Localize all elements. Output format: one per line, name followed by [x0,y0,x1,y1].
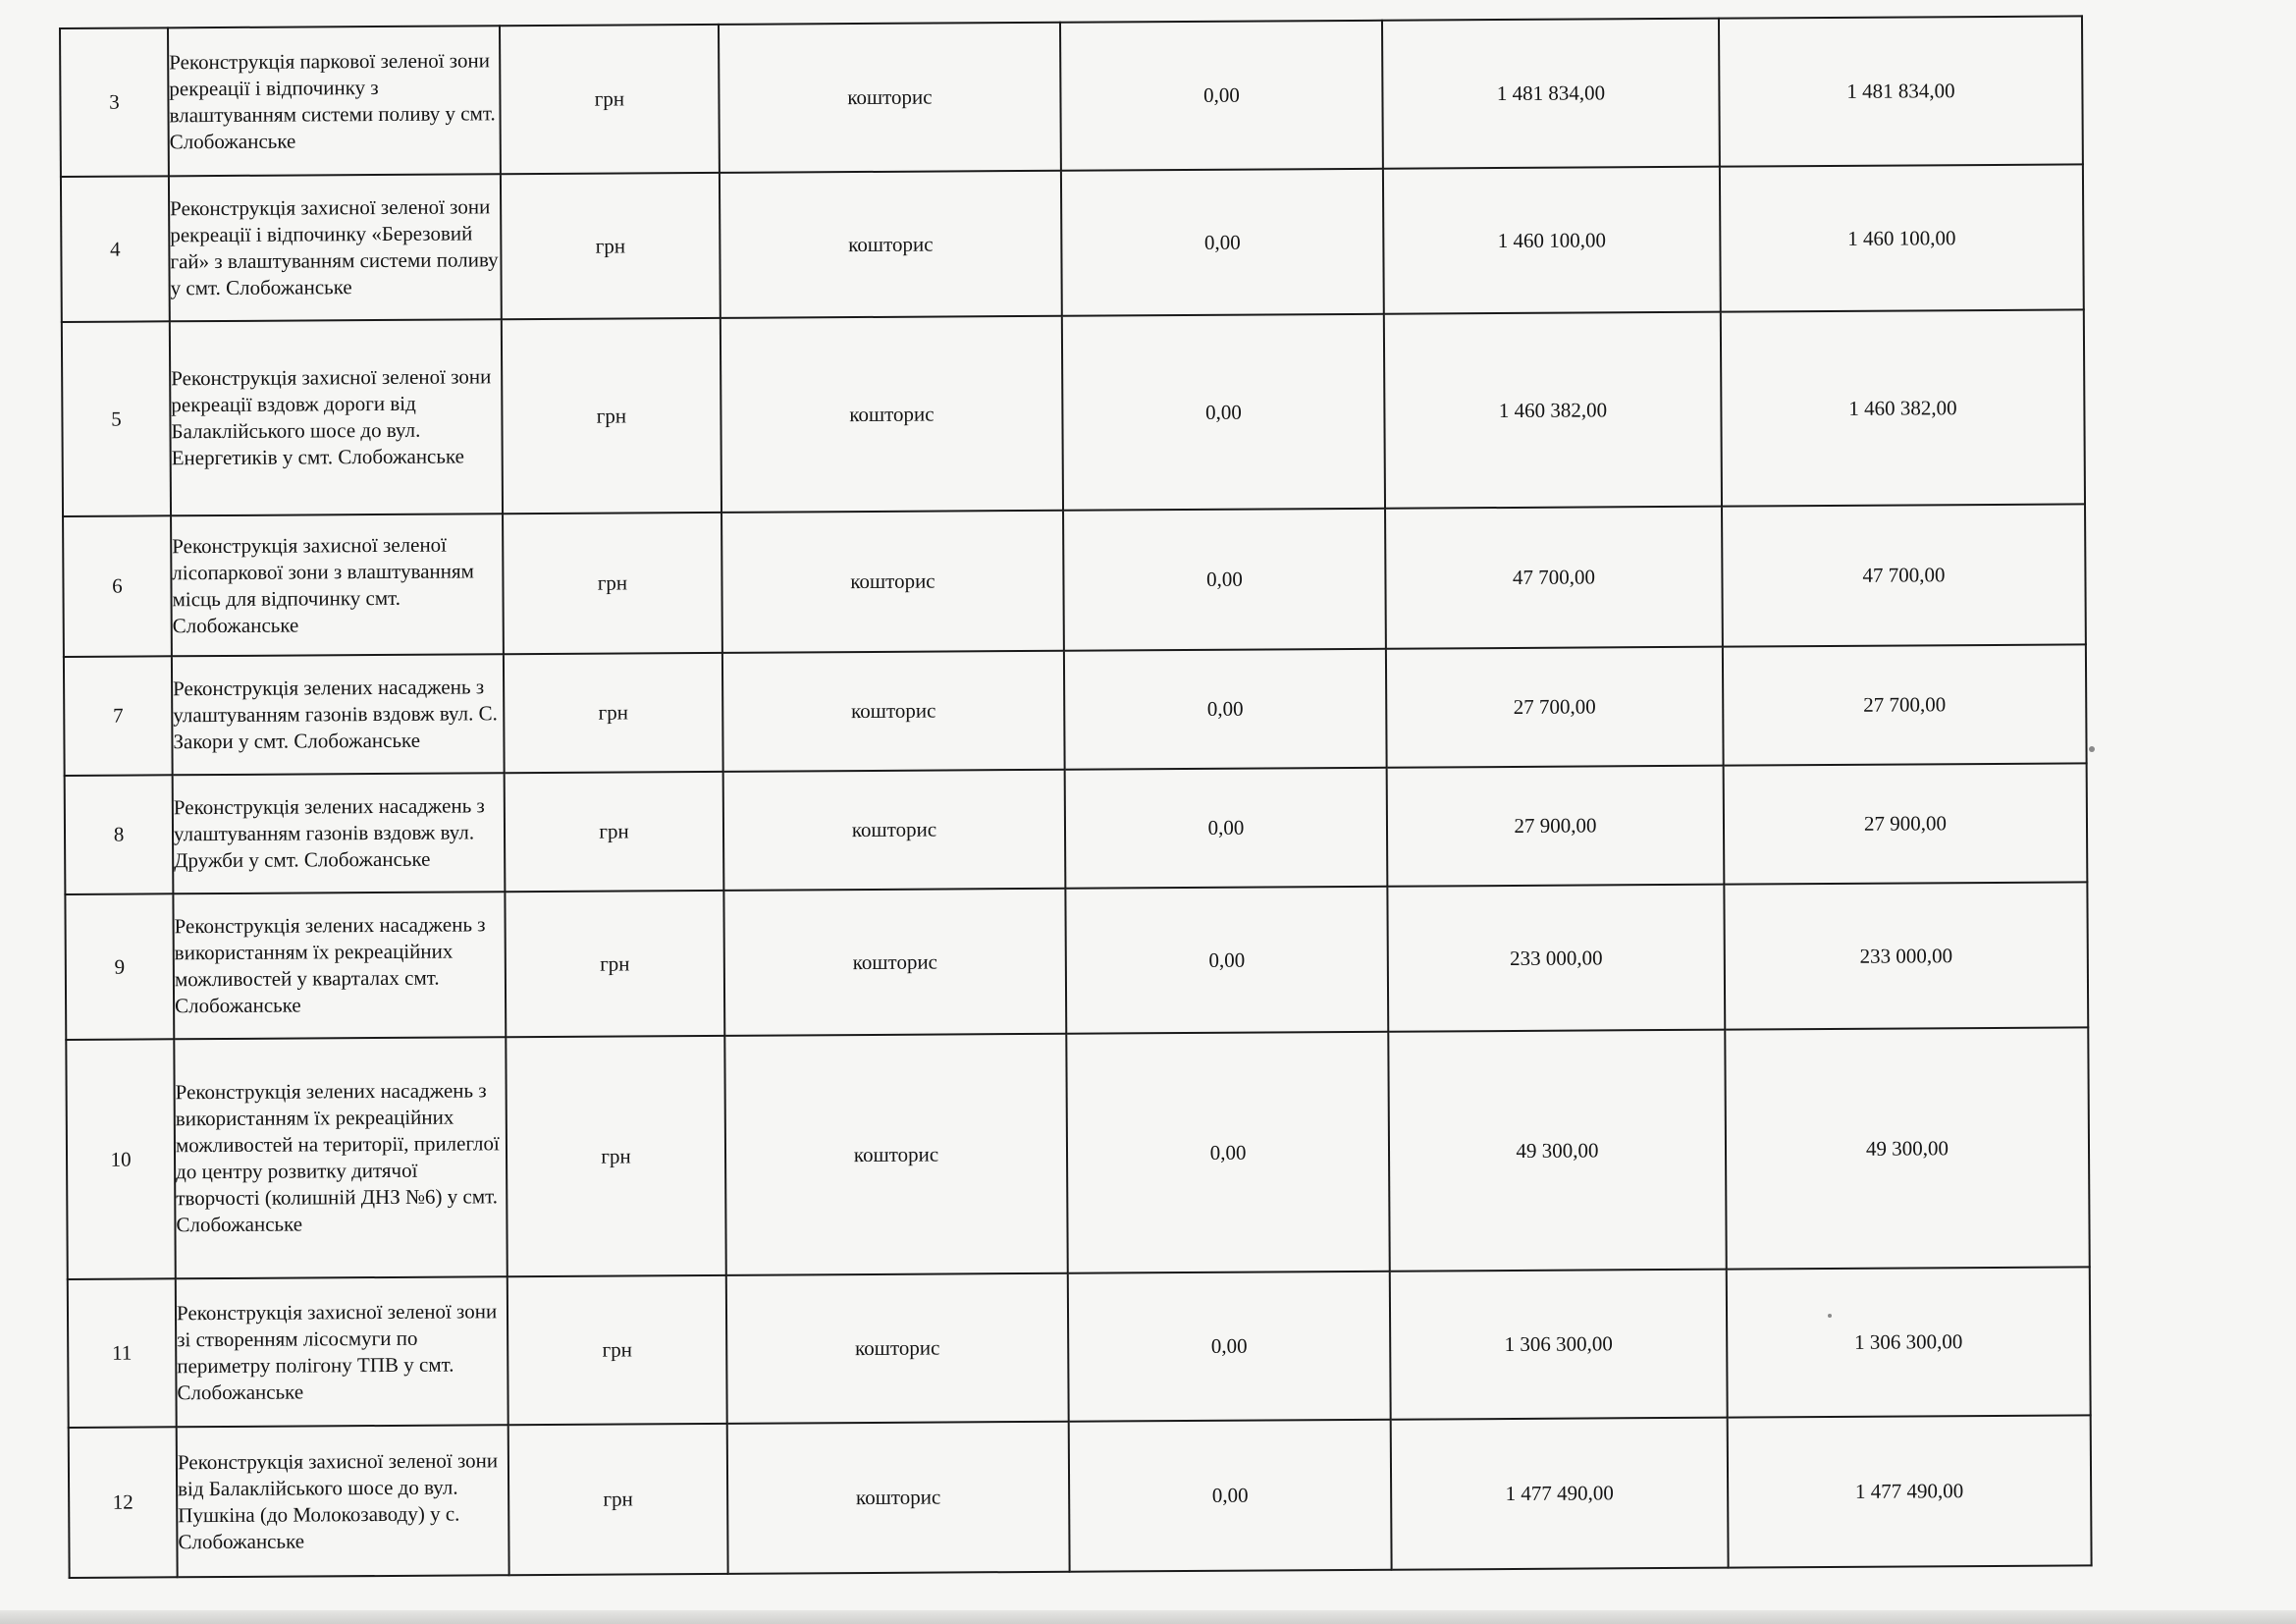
table-row [64,644,2087,776]
row-value-2: 27 700,00 [1386,647,1724,768]
row-unit: грн [504,653,723,773]
row-number: 11 [68,1278,177,1428]
row-number: 4 [61,176,170,322]
row-number: 12 [69,1427,178,1578]
row-value-3: 47 700,00 [1722,504,2086,646]
table-row [69,1415,2092,1578]
row-source: кошторис [720,171,1062,318]
row-source: кошторис [721,511,1064,653]
row-unit: грн [502,318,721,514]
row-unit: грн [508,1424,728,1575]
scan-speck [2089,746,2095,752]
row-source: кошторис [721,316,1063,513]
row-number: 9 [65,893,174,1040]
row-unit: грн [507,1275,727,1425]
row-value-1: 0,00 [1061,169,1384,316]
scan-speck [1828,1314,1832,1318]
row-value-1: 0,00 [1066,1032,1389,1273]
row-value-2: 47 700,00 [1385,507,1723,649]
row-value-3: 1 460 382,00 [1721,309,2085,506]
row-value-2: 1 460 382,00 [1384,312,1722,509]
row-value-3: 1 481 834,00 [1719,16,2083,166]
row-source: кошторис [726,1273,1069,1424]
row-value-2: 1 460 100,00 [1383,167,1721,314]
table-row [63,504,2086,657]
row-name: Реконструкція захисної зеленої лісопаркової зони з влаштуванням місць для відпочинку смт. Слобожанське [171,514,504,656]
row-name: Реконструкція паркової зеленої зони рекреації і відпочинку з влаштуванням системи поливу у смт. Слобожанське [168,26,501,176]
table-row [60,16,2083,177]
row-unit: грн [500,25,720,174]
table-row [68,1267,2091,1428]
row-source: кошторис [719,23,1061,173]
row-name: Реконструкція зелених насаджень з використанням їх рекреаційних можливостей на території, прилеглої до центру розвитку дитячої творчості (колишній ДНЗ №6) у смт. Слобожанське [174,1037,507,1278]
row-number: 6 [63,515,172,657]
row-number: 3 [60,27,169,177]
row-number: 7 [64,656,173,776]
row-unit: грн [503,513,722,654]
row-value-2: 1 481 834,00 [1382,19,1720,169]
row-value-1: 0,00 [1068,1272,1391,1422]
row-value-1: 0,00 [1064,649,1387,770]
row-value-1: 0,00 [1065,768,1388,889]
row-number: 5 [62,321,171,516]
row-source: кошторис [723,770,1066,891]
row-value-3: 1 460 100,00 [1720,164,2084,311]
row-unit: грн [505,891,724,1037]
row-value-1: 0,00 [1060,21,1383,171]
table-row [66,1027,2089,1279]
row-name: Реконструкція захисної зеленої зони рекреації і відпочинку «Березовий гай» з влаштуванням системи поливу у смт. Слобожанське [169,174,502,321]
row-value-1: 0,00 [1063,509,1386,651]
budget-table [59,15,2093,1579]
row-source: кошторис [723,889,1066,1036]
table-row [65,882,2088,1040]
row-number: 8 [65,775,174,894]
row-number: 10 [66,1039,175,1279]
row-value-1: 0,00 [1069,1420,1392,1572]
row-name: Реконструкція зелених насаджень з улаштуванням газонів вздовж вул. С. Закори у смт. Слобожанське [172,654,505,775]
table-row [65,763,2088,894]
row-value-3: 1 477 490,00 [1728,1415,2092,1567]
table-row [61,164,2084,322]
row-value-3: 233 000,00 [1724,882,2088,1029]
row-value-1: 0,00 [1065,887,1388,1034]
row-value-3: 1 306 300,00 [1727,1267,2091,1417]
row-unit: грн [501,173,721,319]
row-name: Реконструкція захисної зеленої зони зі створенням лісосмуги по периметру полігону ТПВ у смт. Слобожанське [176,1276,508,1427]
row-value-2: 233 000,00 [1387,885,1725,1032]
row-unit: грн [505,772,724,892]
row-value-3: 49 300,00 [1725,1027,2089,1269]
row-source: кошторис [724,1034,1067,1275]
row-value-2: 27 900,00 [1387,766,1725,887]
row-value-1: 0,00 [1062,314,1385,511]
row-unit: грн [506,1036,725,1276]
row-value-3: 27 900,00 [1724,763,2088,884]
row-source: кошторис [722,651,1065,772]
row-value-3: 27 700,00 [1723,644,2087,765]
row-name: Реконструкція зелених насаджень з улаштуванням газонів вздовж вул. Дружби у смт. Слобожанське [173,773,506,893]
table-row [62,309,2085,516]
row-name: Реконструкція захисної зеленої зони рекреації вздовж дороги від Балаклійського шосе до вул. Енергетиків у смт. Слобожанське [170,319,503,515]
row-value-2: 1 477 490,00 [1391,1418,1729,1570]
scan-edge-shadow [0,1610,2296,1624]
row-value-2: 1 306 300,00 [1390,1270,1728,1420]
row-source: кошторис [727,1422,1070,1574]
row-name: Реконструкція захисної зеленої зони від Балаклійського шосе до вул. Пушкіна (до Молокозаводу) у с. Слобожанське [177,1425,509,1577]
row-name: Реконструкція зелених насаджень з використанням їх рекреаційних можливостей у кварталах смт. Слобожанське [173,892,506,1039]
row-value-2: 49 300,00 [1388,1030,1726,1272]
